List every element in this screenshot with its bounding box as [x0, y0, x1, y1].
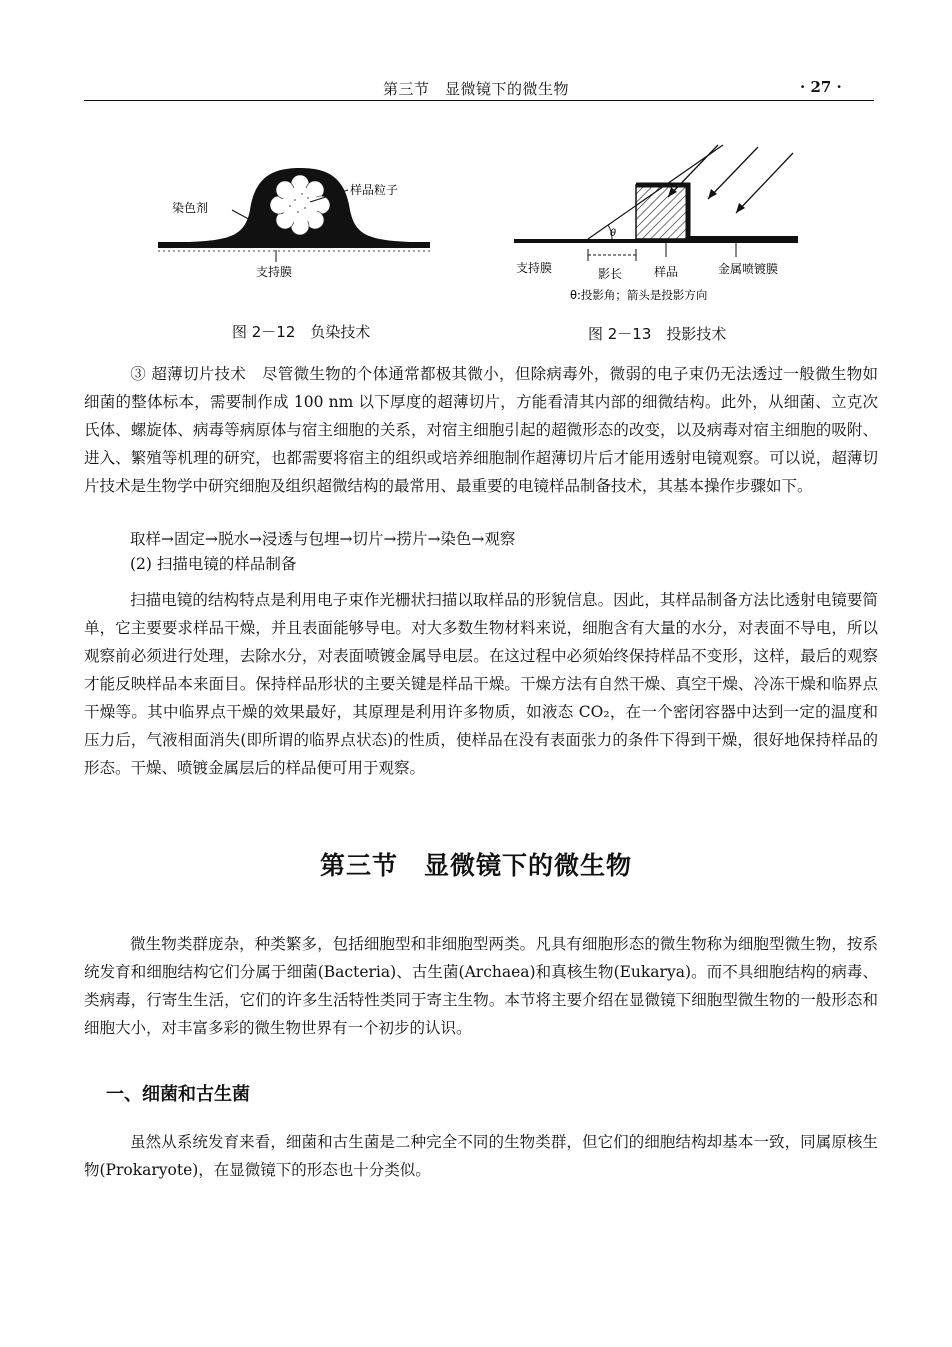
paragraph-intro	[84, 930, 878, 1042]
label-sample: 样品	[654, 265, 679, 279]
header-rule	[84, 100, 874, 101]
label-support-film: 支持膜	[256, 265, 293, 279]
paragraph-bacteria	[84, 1128, 878, 1184]
figure-negative-staining	[150, 150, 440, 290]
support-film-shape	[158, 242, 430, 248]
subheading-sem-prep: (2) 扫描电镜的样品制备	[130, 555, 297, 573]
running-header: 第三节 显微镜下的微生物	[382, 80, 569, 98]
sample-particle-shape	[270, 175, 330, 235]
paragraph-sem	[84, 586, 878, 782]
label-metal-coating: 金属喷镀膜	[718, 262, 779, 276]
section-title: 第三节 显微镜下的微生物	[319, 851, 632, 880]
figure-note: θ:投影角；箭头是投影方向	[570, 288, 708, 302]
paragraph-sem-text: 扫描电镜的结构特点是利用电子束作光栅状扫描以取样品的形貌信息。因此，其样品制备方法比透射电镜要简单，它主要要求样品干燥，并且表面能够导电。对大多数生物材料来说，细胞含有大量的水分，对表面不导电，所以观察前必须进行处理，去除水分，对表面喷镀金属导电层。在这过程中必须始终保持样品不变形，这样，最后的观察才能反映样品本来面目。保持样品形状的主要关键是样品干燥。干燥方法有自然干燥、真空干燥、冷冻干燥和临界点干燥等。其中临界点干燥的效果最好，其原理是利用许多物质，如液态 CO₂，在一个密闭容器中达到一定的温度和压力后，气液相面消失(即所谓的临界点状态)的性质，使样品在没有表面张力的条件下得到干燥，很好地保持样品的形态。干燥、喷镀金属层后的样品便可用于观察。	[84, 591, 878, 777]
figure-caption-2-12: 图 2－12 负染技术	[232, 323, 371, 341]
sample-block-shape	[636, 185, 688, 239]
label-stain: 染色剂	[172, 201, 209, 215]
page-number: · 27 ·	[800, 78, 842, 96]
label-shadow-length: 影长	[598, 267, 623, 281]
label-support-film-2: 支持膜	[516, 261, 553, 275]
figure-caption-2-13: 图 2－13 投影技术	[588, 325, 727, 343]
paragraph-bacteria-text: 虽然从系统发育来看，细菌和古生菌是二种完全不同的生物类群，但它们的细胞结构却基本一致，同属原核生物(Prokaryote)，在显微镜下的形态也十分类似。	[84, 1133, 878, 1179]
procedure-flow: 取样→固定→脱水→浸透与包埋→切片→捞片→染色→观察	[130, 530, 516, 548]
paragraph-ultrathin-section	[84, 360, 878, 500]
subsection-title: 一、细菌和古生菌	[106, 1084, 250, 1105]
paragraph-intro-text: 微生物类群庞杂，种类繁多，包括细胞型和非细胞型两类。凡具有细胞形态的微生物称为细胞型微生物，按系统发育和细胞结构它们分属于细菌(Bacteria)、古生菌(Archaea)和真核生物(Eukarya)。而不具细胞结构的病毒、类病毒，行寄生生活，它们的许多生活特性类同于寄主生物。本节将主要介绍在显微镜下细胞型微生物的一般形态和细胞大小，对丰富多彩的微生物世界有一个初步的认识。	[84, 935, 878, 1037]
figure-shadowing	[508, 135, 813, 310]
label-sample-particle: 样品粒子	[350, 183, 399, 197]
paragraph-ultrathin-text: ③ 超薄切片技术 尽管微生物的个体通常都极其微小，但除病毒外，微弱的电子束仍无法透过一般微生物如细菌的整体标本，需要制作成 100 nm 以下厚度的超薄切片，方能看清其内部的细微结构。此外，从细菌、立克次氏体、螺旋体、病毒等病原体与宿主细胞的关系，对宿主细胞引起的超微形态的改变，以及病毒对宿主细胞的吸附、进入、繁殖等机理的研究，也都需要将宿主的组织或培养细胞制作超薄切片后才能用透射电镜观察。可以说，超薄切片技术是生物学中研究细胞及组织超微结构的最常用、最重要的电镜样品制备技术，其基本操作步骤如下。	[84, 365, 878, 495]
label-theta: θ	[610, 228, 617, 239]
